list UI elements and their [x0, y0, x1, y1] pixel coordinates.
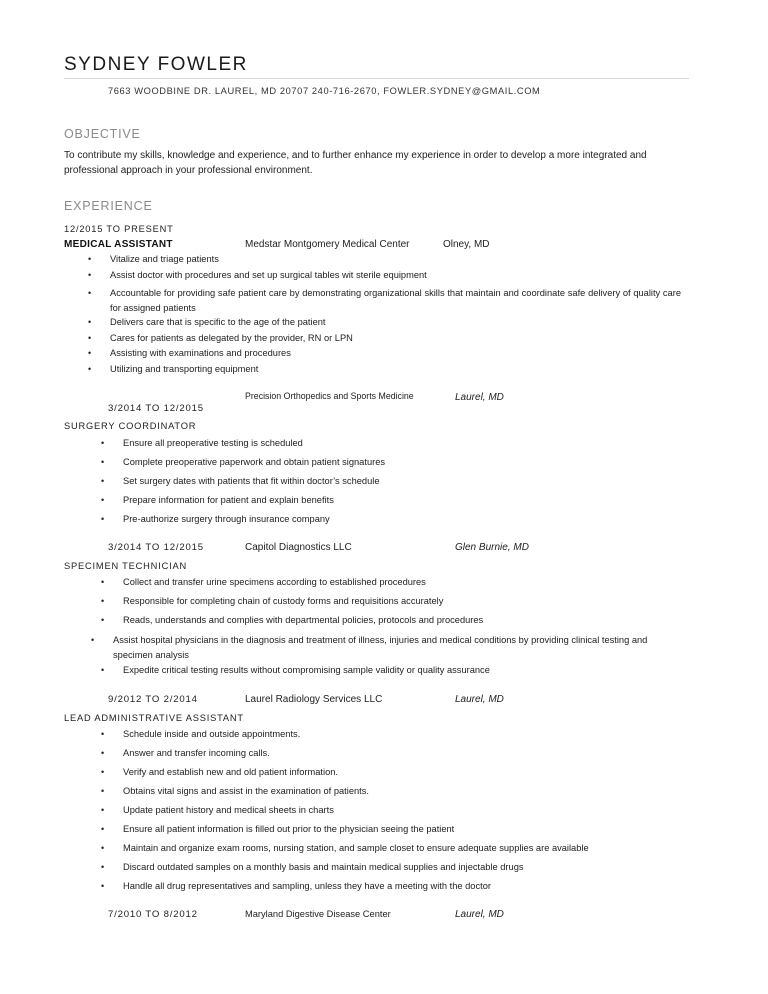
list-item: • Accountable for providing safe patient care by demonstrating organizational skills that maintain and coordinate safe delivery of quality care for assigned patients [110, 286, 681, 316]
list-item: • Assist doctor with procedures and set up surgical tables wit sterile equipment [110, 270, 427, 280]
job-title: SURGERY COORDINATOR [64, 421, 197, 431]
contact-line: 7663 WOODBINE DR. LAUREL, MD 20707 240-716-2670, FOWLER.SYDNEY@GMAIL.COM [108, 86, 541, 96]
list-item: • Update patient history and medical sheets in charts [123, 805, 334, 815]
header-divider [64, 78, 689, 79]
job-title: MEDICAL ASSISTANT [64, 239, 173, 250]
list-item: • Reads, understands and complies with departmental policies, protocols and procedures [123, 615, 483, 625]
experience-heading: EXPERIENCE [64, 199, 153, 213]
job-employer: Medstar Montgomery Medical Center [245, 239, 410, 250]
list-item: • Pre-authorize surgery through insurance company [123, 514, 330, 524]
job-employer: Precision Orthopedics and Sports Medicine [245, 391, 414, 401]
job-dates: 3/2014 TO 12/2015 [108, 542, 204, 553]
job-location: Glen Burnie, MD [455, 542, 529, 553]
list-item: • Answer and transfer incoming calls. [123, 748, 270, 758]
list-item: • Vitalize and triage patients [110, 254, 219, 264]
job-dates: 9/2012 TO 2/2014 [108, 694, 198, 705]
list-item: • Cares for patients as delegated by the provider, RN or LPN [110, 333, 353, 343]
job-title: SPECIMEN TECHNICIAN [64, 561, 187, 571]
list-item: • Collect and transfer urine specimens according to established procedures [123, 577, 426, 587]
list-item: • Verify and establish new and old patient information. [123, 767, 338, 777]
list-item: • Ensure all preoperative testing is scheduled [123, 438, 303, 448]
job-dates: 12/2015 TO PRESENT [64, 224, 174, 234]
list-item: • Delivers care that is specific to the age of the patient [110, 317, 326, 327]
job-employer: Laurel Radiology Services LLC [245, 694, 383, 705]
job-location: Olney, MD [443, 239, 490, 250]
list-item: • Schedule inside and outside appointments. [123, 729, 300, 739]
list-item: • Assist hospital physicians in the diagnosis and treatment of illness, injuries and medical conditions by providing clinical testing and specimen analysis [113, 633, 673, 663]
list-item: • Assisting with examinations and procedures [110, 348, 291, 358]
list-item: • Set surgery dates with patients that fit within doctor’s schedule [123, 476, 380, 486]
job-location: Laurel, MD [455, 909, 504, 920]
job-dates: 7/2010 TO 8/2012 [108, 909, 198, 920]
list-item: • Ensure all patient information is filled out prior to the physician seeing the patient [123, 824, 454, 834]
list-item: • Discard outdated samples on a monthly basis and maintain medical supplies and injectable drugs [123, 862, 524, 872]
list-item: • Utilizing and transporting equipment [110, 364, 258, 374]
job-employer: Maryland Digestive Disease Center [245, 909, 391, 919]
list-item: • Handle all drug representatives and sampling, unless they have a meeting with the doctor [123, 881, 491, 891]
list-item: • Obtains vital signs and assist in the examination of patients. [123, 786, 369, 796]
job-title: LEAD ADMINISTRATIVE ASSISTANT [64, 713, 244, 723]
objective-text: To contribute my skills, knowledge and experience, and to further enhance my experience in order to develop a more integrated and professional approach in your professional environment. [64, 150, 647, 176]
job-location: Laurel, MD [455, 694, 504, 705]
list-item: • Expedite critical testing results without compromising sample validity or quality assurance [123, 665, 490, 675]
resume-name: SYDNEY FOWLER [64, 54, 248, 75]
list-item: • Complete preoperative paperwork and obtain patient signatures [123, 457, 385, 467]
job-dates: 3/2014 TO 12/2015 [108, 403, 204, 414]
list-item: • Maintain and organize exam rooms, nursing station, and sample closet to ensure adequate supplies are available [123, 843, 589, 853]
objective-heading: OBJECTIVE [64, 127, 141, 141]
job-location: Laurel, MD [455, 392, 504, 403]
list-item: • Prepare information for patient and explain benefits [123, 495, 334, 505]
job-employer: Capitol Diagnostics LLC [245, 542, 352, 553]
list-item: • Responsible for completing chain of custody forms and requisitions accurately [123, 596, 443, 606]
